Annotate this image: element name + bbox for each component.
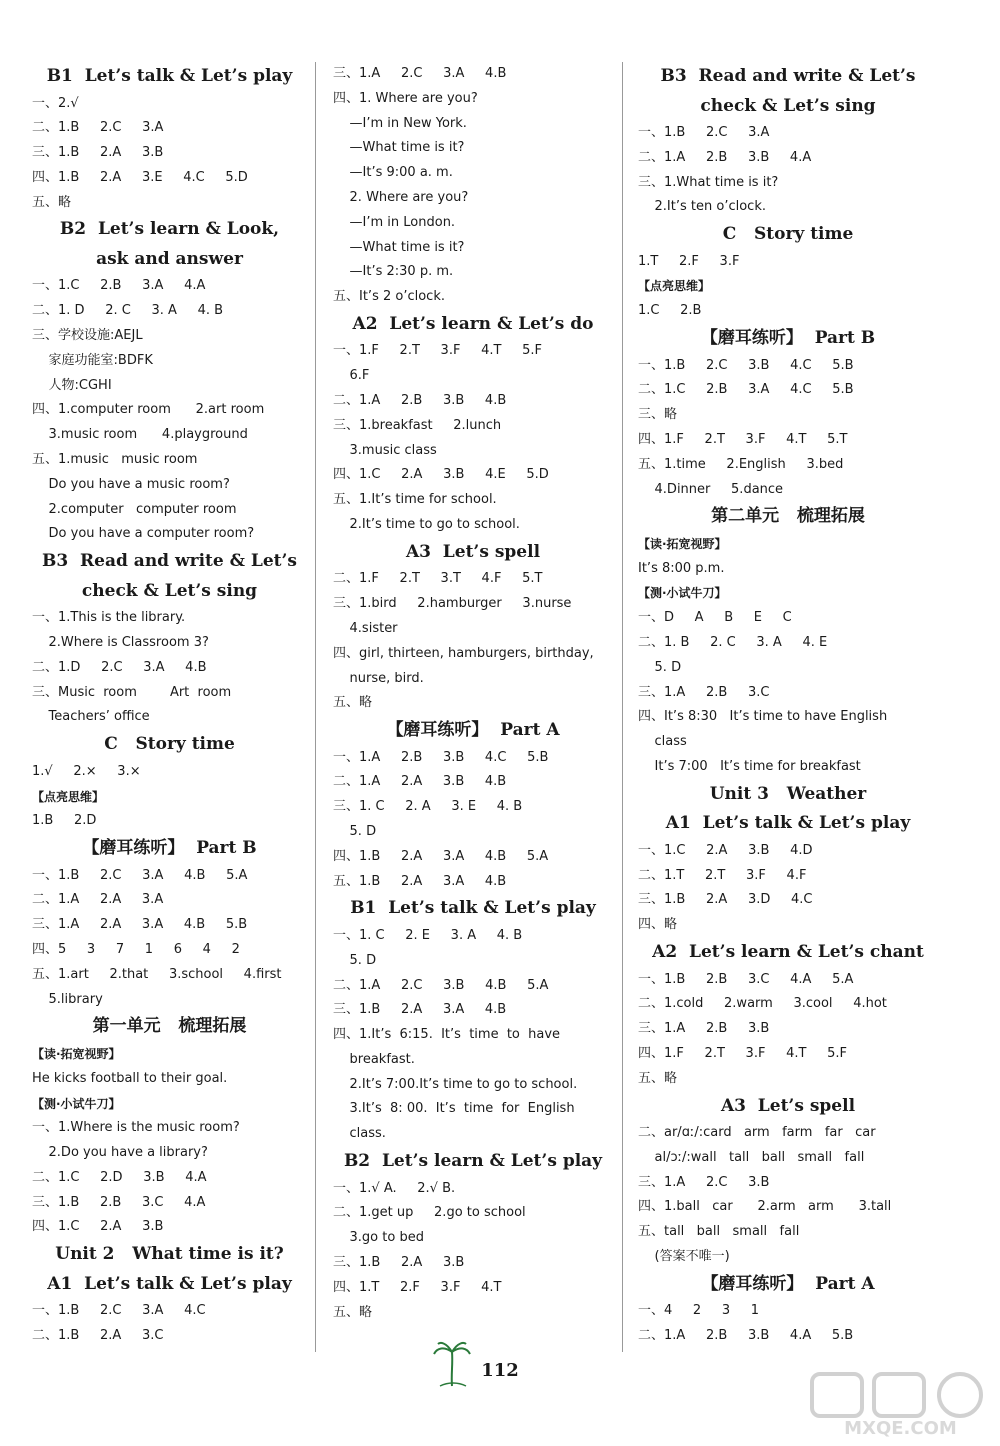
answer-line: (答案不唯一) <box>638 1248 730 1264</box>
answer-line: 二、1.get up 2.go to school <box>333 1205 526 1221</box>
answer-line: 五、1.It’s time for school. <box>333 492 497 508</box>
answer-line: 三、1.B 2.A 3.B <box>32 145 164 161</box>
answer-line: —It’s 9:00 a. m. <box>333 165 453 181</box>
answer-line: —I’m in London. <box>333 214 456 230</box>
answer-line: al/ɔː/:wall tall ball small fall <box>638 1149 865 1165</box>
answer-line: 二、1.A 2.C 3.B 4.B 5.A <box>333 977 549 993</box>
answer-line: 二、1.A 2.B 3.B 4.A <box>638 149 812 165</box>
answer-line: 2.computer computer room <box>32 501 237 517</box>
answer-line: 三、1.breakfast 2.lunch <box>333 417 502 433</box>
answer-line: 5. D <box>333 824 377 840</box>
answer-line: 二、1.C 2.B 3.A 4.C 5.B <box>638 382 854 398</box>
section-heading: C Story time <box>104 734 235 755</box>
answer-line: 五、略 <box>638 1070 678 1086</box>
section-heading: 第一单元 梳理拓展 <box>92 1016 247 1037</box>
answer-column-2 <box>333 62 613 1325</box>
section-heading: B1 Let’s talk & Let’s play <box>46 66 293 86</box>
answer-line: 2.Do you have a library? <box>32 1145 208 1161</box>
answer-line: breakfast. <box>333 1051 415 1067</box>
answer-line: 五、1.time 2.English 3.bed <box>638 456 844 472</box>
answer-line: 一、1.B 2.C 3.A <box>638 125 770 140</box>
answer-line: 3.It’s 8: 00. It’s time for English <box>333 1101 575 1117</box>
answer-line: 二、1.F 2.T 3.T 4.F 5.T <box>333 571 543 587</box>
answer-line: 二、1.T 2.T 3.F 4.F <box>638 867 807 883</box>
answer-line: 二、1.B 2.A 3.C <box>32 1328 164 1344</box>
answer-line: class. <box>333 1126 386 1142</box>
answer-line: 一、1.B 2.C 3.A 4.C <box>32 1303 206 1319</box>
answer-line: 一、1.B 2.C 3.B 4.C 5.B <box>638 357 854 373</box>
answer-line: 五、1.art 2.that 3.school 4.first <box>32 966 282 982</box>
answer-line: 二、1.D 2.C 3.A 4.B <box>32 659 207 675</box>
section-tag: 【点亮思维】 <box>32 789 105 804</box>
answer-line: 二、1.C 2.D 3.B 4.A <box>32 1169 207 1185</box>
answer-line: 一、1.C 2.A 3.B 4.D <box>638 842 813 858</box>
answer-line: 二、1.B 2.C 3.A <box>32 120 164 136</box>
answer-line: 一、1.A 2.B 3.B 4.C 5.B <box>333 749 549 765</box>
section-heading: A2 Let’s learn & Let’s chant <box>652 942 924 963</box>
section-tag: 【读·拓宽视野】 <box>638 536 727 551</box>
answer-line: 二、1.A 2.A 3.B 4.B <box>333 774 507 790</box>
section-heading: Unit 3 Weather <box>709 783 867 804</box>
answer-line: 四、1.C 2.A 3.B 4.E 5.D <box>333 467 549 483</box>
answer-line: 三、Music room Art room <box>32 684 232 700</box>
answer-line: 二、1. D 2. C 3. A 4. B <box>32 303 224 319</box>
answer-line: 一、1.This is the library. <box>32 610 186 626</box>
answer-line: 4.Dinner 5.dance <box>638 481 784 497</box>
answer-line: 四、1.computer room 2.art room <box>32 402 265 418</box>
answer-line: 3.go to bed <box>333 1230 424 1246</box>
section-heading: 【磨耳练听】 Part A <box>701 1273 875 1294</box>
answer-line: 四、1.T 2.F 3.F 4.T <box>333 1279 502 1295</box>
answer-line: 一、1.B 2.B 3.C 4.A 5.A <box>638 971 854 987</box>
answer-line: 1.C 2.B <box>638 303 702 319</box>
section-heading: check & Let’s sing <box>700 95 876 116</box>
answer-line: 四、It’s 8:30 It’s time to have English <box>638 709 888 725</box>
answer-column-1 <box>32 62 307 1349</box>
section-tag: 【读·拓宽视野】 <box>32 1046 121 1061</box>
answer-line: —It’s 2:30 p. m. <box>333 264 454 280</box>
answer-line: 2.It’s ten o’clock. <box>638 199 766 215</box>
section-tag: 【测·小试牛刀】 <box>638 586 727 601</box>
answer-line: 四、1.B 2.A 3.A 4.B 5.A <box>333 848 549 864</box>
answer-line: 五、It’s 2 o’clock. <box>333 289 445 305</box>
answer-line: 3.music class <box>333 442 437 458</box>
answer-line: 五、略 <box>32 194 72 210</box>
answer-line: 三、1.A 2.B 3.C <box>638 684 770 700</box>
answer-line: 2. Where are you? <box>333 189 469 205</box>
section-heading: A1 Let’s talk & Let’s play <box>665 813 911 834</box>
answer-line: 2.Where is Classroom 3? <box>32 635 209 651</box>
section-heading: B2 Let’s learn & Let’s play <box>343 1151 603 1172</box>
answer-line: 一、1.F 2.T 3.F 4.T 5.F <box>333 343 542 359</box>
answer-line: 1.B 2.D <box>32 813 97 829</box>
answer-line: He kicks football to their goal. <box>32 1070 228 1086</box>
answer-line: 一、1.C 2.B 3.A 4.A <box>32 278 206 294</box>
answer-line: nurse, bird. <box>333 670 424 686</box>
answer-line: 一、D A B E C <box>638 610 792 626</box>
answer-line: 四、1.ball car 2.arm arm 3.tall <box>638 1199 892 1215</box>
watermark-text: MXQE.COM <box>844 1418 957 1439</box>
answer-line: 2.It’s 7:00.It’s time to go to school. <box>333 1076 578 1092</box>
answer-line: It’s 7:00 It’s time for breakfast <box>638 759 861 775</box>
answer-line: 五、略 <box>333 695 373 711</box>
answer-line: 三、1.B 2.A 3.D 4.C <box>638 892 813 908</box>
answer-line: 二、1.A 2.B 3.B 4.A 5.B <box>638 1328 854 1344</box>
section-tag: 【测·小试牛刀】 <box>32 1096 121 1111</box>
answer-line: 二、1. B 2. C 3. A 4. E <box>638 635 828 651</box>
answer-line: 3.music room 4.playground <box>32 427 248 443</box>
column-divider <box>622 62 623 1352</box>
answer-line: 三、1.B 2.A 3.B <box>333 1254 465 1270</box>
answer-line: 四、1.B 2.A 3.E 4.C 5.D <box>32 169 248 185</box>
watermark-logo <box>808 1370 993 1442</box>
section-heading: 【磨耳练听】 Part A <box>386 720 560 741</box>
answer-line: 家庭功能室:BDFK <box>32 352 153 368</box>
answer-line: 四、1.It’s 6:15. It’s time to have <box>333 1027 561 1043</box>
section-heading: 第二单元 梳理拓展 <box>711 506 865 527</box>
answer-line: 四、1.C 2.A 3.B <box>32 1219 164 1235</box>
answer-line: 5.library <box>32 991 103 1007</box>
section-heading: C Story time <box>722 224 854 245</box>
answer-line: 五、略 <box>333 1304 373 1320</box>
answer-line: 一、2.√ <box>32 95 79 111</box>
answer-line: 三、略 <box>638 407 678 423</box>
answer-line: 5. D <box>333 952 377 968</box>
section-heading: B3 Read and write & Let’s <box>42 551 297 572</box>
answer-line: 四、1.F 2.T 3.F 4.T 5.F <box>638 1045 847 1061</box>
answer-line: 三、1.bird 2.hamburger 3.nurse <box>333 596 572 612</box>
answer-line: 一、4 2 3 1 <box>638 1303 760 1319</box>
answer-line: Do you have a music room? <box>32 476 230 492</box>
section-heading: 【磨耳练听】 Part B <box>700 328 876 349</box>
answer-line: 五、1.B 2.A 3.A 4.B <box>333 873 507 889</box>
answer-line: 四、5 3 7 1 6 4 2 <box>32 942 240 958</box>
section-heading: ask and answer <box>96 248 243 269</box>
answer-line: 三、1.B 2.A 3.A 4.B <box>333 1002 507 1018</box>
section-tag: 【点亮思维】 <box>638 279 711 294</box>
answer-line: 二、1.A 2.B 3.B 4.B <box>333 393 507 409</box>
answer-line: 三、1.A 2.C 3.A 4.B <box>333 66 507 81</box>
section-heading: A3 Let’s spell <box>720 1095 856 1116</box>
answer-line: 四、略 <box>638 917 678 933</box>
answer-column-3 <box>638 62 938 1349</box>
section-heading: A1 Let’s talk & Let’s play <box>47 1273 292 1294</box>
answer-line: 五、1.music music room <box>32 452 198 468</box>
answer-line: Do you have a computer room? <box>32 526 255 542</box>
section-heading: B2 Let’s learn & Look, <box>59 219 280 240</box>
section-heading: Unit 2 What time is it? <box>55 1244 284 1265</box>
answer-line: 一、1.√ A. 2.√ B. <box>333 1180 456 1196</box>
answer-line: 二、1.cold 2.warm 3.cool 4.hot <box>638 996 887 1012</box>
answer-line: 四、1. Where are you? <box>333 90 478 106</box>
answer-line: 一、1.Where is the music room? <box>32 1120 240 1136</box>
answer-line: 三、1.A 2.A 3.A 4.B 5.B <box>32 917 248 933</box>
answer-line: 4.sister <box>333 620 398 636</box>
answer-line: —What time is it? <box>333 239 465 255</box>
section-heading: A3 Let’s spell <box>405 541 541 562</box>
answer-line: 人物:CGHI <box>32 377 112 393</box>
answer-line: 5. D <box>638 659 682 675</box>
answer-line: 三、1. C 2. A 3. E 4. B <box>333 799 523 815</box>
answer-line: 一、1. C 2. E 3. A 4. B <box>333 927 523 943</box>
answer-line: 二、ar/ɑː/:card arm farm far car <box>638 1125 876 1140</box>
answer-line: 三、1.A 2.C 3.B <box>638 1174 770 1190</box>
answer-line: 四、1.F 2.T 3.F 4.T 5.T <box>638 431 848 447</box>
answer-line: —What time is it? <box>333 140 465 156</box>
answer-line: 二、1.A 2.A 3.A <box>32 892 164 908</box>
answer-line: 1.√ 2.× 3.× <box>32 763 141 779</box>
answer-line: 五、tall ball small fall <box>638 1224 800 1240</box>
column-divider <box>315 62 316 1352</box>
answer-line: 三、1.B 2.B 3.C 4.A <box>32 1194 206 1210</box>
answer-line: class <box>638 734 687 750</box>
answer-line: 2.It’s time to go to school. <box>333 517 520 533</box>
answer-line: 三、1.A 2.B 3.B <box>638 1021 770 1037</box>
answer-line: 6.F <box>333 368 370 384</box>
section-heading: B1 Let’s talk & Let’s play <box>350 898 596 919</box>
answer-line: It’s 8:00 p.m. <box>638 560 725 576</box>
answer-line: 1.T 2.F 3.F <box>638 253 740 269</box>
section-heading: A2 Let’s learn & Let’s do <box>352 313 594 334</box>
section-heading: 【磨耳练听】 Part B <box>82 838 257 859</box>
page-number: 112 <box>481 1360 519 1381</box>
answer-line: 四、girl, thirteen, hamburgers, birthday, <box>333 645 594 661</box>
answer-line: —I’m in New York. <box>333 115 467 131</box>
answer-line: 一、1.B 2.C 3.A 4.B 5.A <box>32 867 248 883</box>
section-heading: B3 Read and write & Let’s <box>660 66 916 86</box>
section-heading: check & Let’s sing <box>81 580 258 601</box>
answer-line: 三、1.What time is it? <box>638 174 779 190</box>
answer-line: Teachers’ office <box>32 709 150 725</box>
answer-line: 三、学校设施:AEJL <box>32 328 143 344</box>
